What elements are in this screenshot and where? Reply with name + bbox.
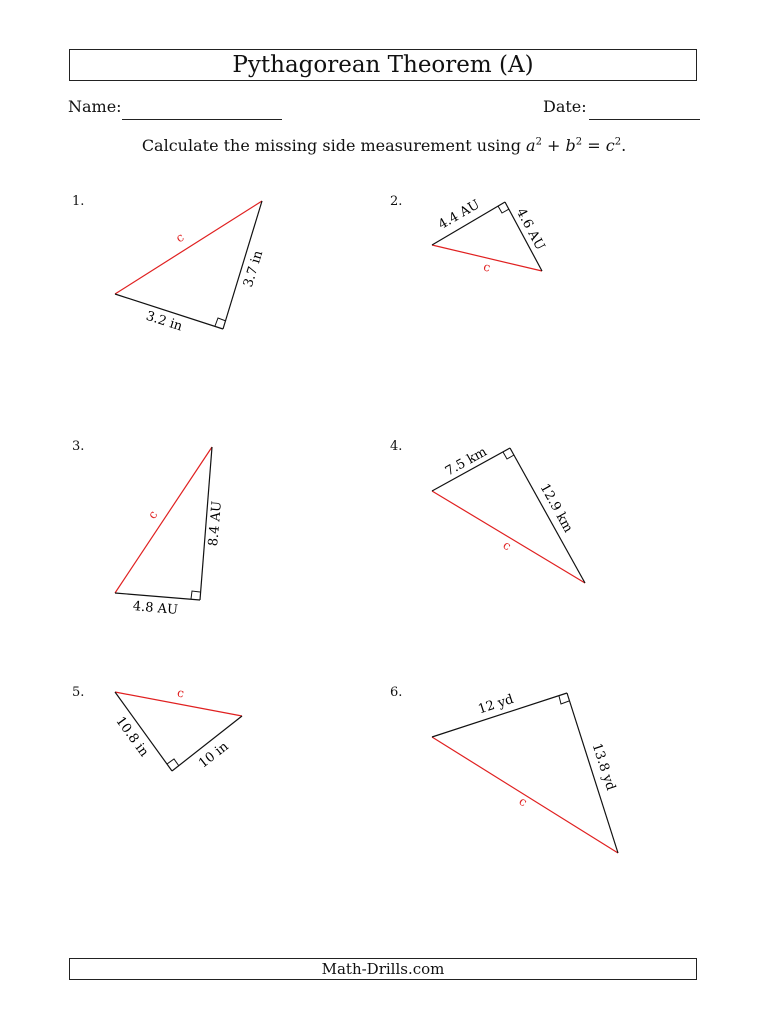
problem-number-3: 3.	[72, 439, 85, 454]
hypotenuse-1	[115, 201, 262, 294]
leg-a-label-6: 12 yd	[476, 691, 516, 718]
formula-exp-a: 2	[535, 136, 542, 148]
hyp-label-4: c	[500, 537, 514, 554]
instruction-text: Calculate the missing side measurement using	[141, 136, 521, 155]
footer-site: Math-Drills.com	[69, 958, 697, 980]
right-angle-mark-6	[559, 696, 569, 704]
triangle-3	[115, 447, 225, 618]
hypotenuse-3	[115, 447, 212, 593]
leg-b-label-4: 12.9 km	[536, 481, 576, 536]
formula-exp-c: 2	[614, 136, 622, 148]
problem-number-1: 1.	[72, 194, 85, 209]
formula-equals: =	[582, 136, 606, 155]
leg-a-label-4: 7.5 km	[442, 444, 490, 480]
triangle-5	[112, 686, 242, 772]
hyp-label-6: c	[516, 793, 530, 810]
hyp-label-5: c	[176, 685, 186, 701]
hyp-label-2: c	[482, 259, 492, 275]
problem-number-4: 4.	[390, 439, 403, 454]
leg-b-label-5: 10 in	[196, 739, 232, 772]
leg-b-label-6: 13.8 yd	[588, 741, 618, 793]
triangle-6	[432, 692, 618, 853]
leg-b-label-3: 8.4 AU	[206, 500, 225, 547]
formula-a: a	[526, 136, 536, 155]
leg-a-label-1: 3.2 in	[144, 308, 185, 335]
triangle-1	[115, 201, 266, 335]
triangle-4	[432, 444, 585, 583]
triangle-2	[432, 197, 547, 275]
leg-b-4	[510, 448, 585, 583]
worksheet-title: Pythagorean Theorem (A)	[69, 49, 697, 81]
problem-number-5: 5.	[72, 685, 85, 700]
leg-b-label-1: 3.7 in	[241, 248, 267, 290]
leg-a-label-2: 4.4 AU	[435, 197, 483, 233]
formula-b: b	[565, 136, 576, 155]
problem-number-2: 2.	[390, 194, 403, 209]
hyp-label-3: c	[144, 508, 161, 522]
problem-number-6: 6.	[390, 685, 403, 700]
formula-period: .	[621, 136, 627, 155]
leg-a-label-3: 4.8 AU	[132, 599, 179, 618]
date-label: Date:	[543, 97, 587, 116]
leg-a-label-5: 10.8 in	[112, 714, 152, 760]
leg-b-label-2: 4.6 AU	[512, 205, 548, 253]
formula-plus: +	[541, 136, 566, 155]
leg-a-3	[115, 593, 200, 600]
right-angle-mark-3	[191, 591, 200, 599]
name-label: Name:	[68, 97, 122, 116]
formula-c: c	[605, 136, 615, 155]
formula-exp-b: 2	[575, 136, 583, 148]
right-angle-mark-5	[167, 759, 179, 766]
hyp-label-1: c	[173, 229, 187, 246]
